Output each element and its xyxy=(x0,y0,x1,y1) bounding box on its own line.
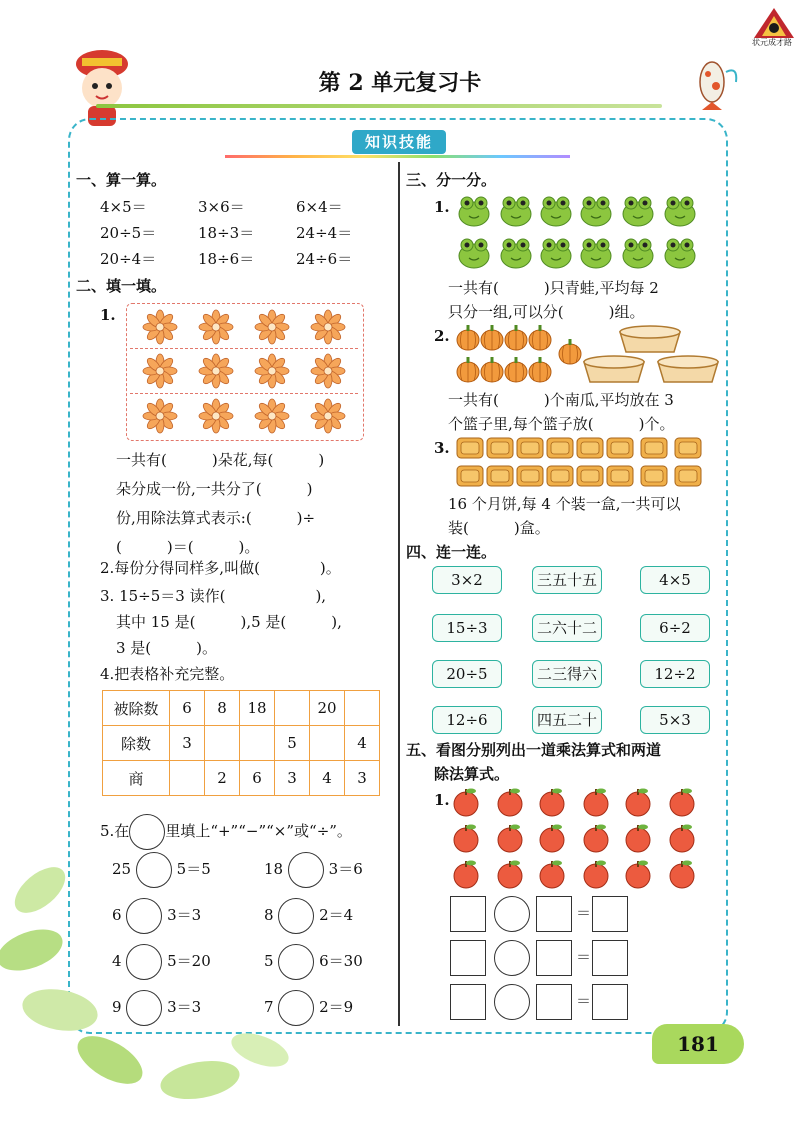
operator-circle[interactable] xyxy=(288,852,324,888)
pumpkin-icon xyxy=(457,357,479,382)
table-header-cell: 商 xyxy=(103,761,170,796)
mooncake-icon xyxy=(487,438,513,458)
apple-icon xyxy=(584,861,608,889)
question-5-prefix: 5.在 xyxy=(100,822,130,840)
table-cell: 18 xyxy=(240,691,275,726)
operator-item xyxy=(112,898,201,934)
operator-item xyxy=(264,898,353,934)
question-2: 2.每份分得同样多,叫做( )。 xyxy=(100,559,341,577)
flower-icon xyxy=(199,399,233,433)
flower-grid xyxy=(126,303,364,441)
pumpkin-basket-picture xyxy=(454,322,724,388)
match-tag[interactable]: 20÷5 xyxy=(432,660,502,688)
frog-icon xyxy=(581,197,611,226)
flower-icon xyxy=(143,399,177,433)
apple-icon xyxy=(454,789,478,817)
frog-icon xyxy=(459,239,489,268)
table-cell xyxy=(345,691,380,726)
fill-line: 装( )盒。 xyxy=(448,519,550,537)
table-cell: 4 xyxy=(310,761,345,796)
pumpkin-icon xyxy=(505,325,527,350)
fill-line: 只分一组,可以分( )组。 xyxy=(448,303,645,321)
table-cell xyxy=(170,761,205,796)
match-tag[interactable]: 12÷2 xyxy=(640,660,710,688)
answer-box[interactable] xyxy=(450,896,486,932)
mooncake-icon xyxy=(607,438,633,458)
table-cell: 6 xyxy=(240,761,275,796)
match-tag[interactable]: 15÷3 xyxy=(432,614,502,642)
answer-box[interactable] xyxy=(592,896,628,932)
operator-item xyxy=(264,852,363,888)
apple-icon xyxy=(498,789,522,817)
operand: 3＝3 xyxy=(167,906,202,924)
operand: 2＝4 xyxy=(319,906,354,924)
mooncake-icon xyxy=(457,438,483,458)
mooncake-icon xyxy=(547,438,573,458)
table-cell: 8 xyxy=(205,691,240,726)
section-5-heading: 五、看图分别列出一道乘法算式和两道 xyxy=(406,741,662,759)
operator-item xyxy=(264,990,353,1026)
pumpkin-icon xyxy=(457,325,479,350)
basket-icon xyxy=(658,356,718,382)
logo-triangle-icon xyxy=(752,6,796,40)
match-tag[interactable]: 四五二十 xyxy=(532,706,602,734)
operand: 6 xyxy=(112,906,122,924)
question-number: 1. xyxy=(100,306,116,324)
apple-grid xyxy=(448,784,708,894)
flower-icon xyxy=(199,310,233,344)
flower-icon xyxy=(311,399,345,433)
operand: 5＝5 xyxy=(176,860,211,878)
frog-icon xyxy=(623,197,653,226)
fill-line: 份,用除法算式表示:( )÷ xyxy=(116,509,316,527)
pumpkin-icon xyxy=(559,339,581,364)
apple-icon xyxy=(498,861,522,889)
answer-box[interactable] xyxy=(536,940,572,976)
question-5 xyxy=(100,814,352,850)
fill-line: 16 个月饼,每 4 个装一盒,一共可以 xyxy=(448,495,681,513)
operator-item xyxy=(264,944,363,980)
fill-line: 朵分成一份,一共分了( ) xyxy=(116,480,313,498)
section-badge: 知识技能 xyxy=(352,130,446,154)
question-number: 1. xyxy=(434,198,450,216)
question-3-line: 3. 15÷5＝3 读作( ), xyxy=(100,587,327,605)
table-cell xyxy=(240,726,275,761)
frog-icon xyxy=(541,197,571,226)
table-cell xyxy=(275,691,310,726)
operator-circle xyxy=(129,814,165,850)
answer-box[interactable] xyxy=(450,940,486,976)
section-5-heading-cont: 除法算式。 xyxy=(434,765,510,783)
flower-icon xyxy=(143,354,177,388)
flower-icon xyxy=(255,310,289,344)
operand: 18 xyxy=(264,860,284,878)
apple-icon xyxy=(454,861,478,889)
match-tag[interactable]: 三五十五 xyxy=(532,566,602,594)
match-tag[interactable]: 4×5 xyxy=(640,566,710,594)
fill-line: 个篮子里,每个篮子放( )个。 xyxy=(448,415,675,433)
fill-line: 一共有( )只青蛙,平均每 2 xyxy=(448,279,659,297)
pumpkin-icon xyxy=(505,357,527,382)
fill-line: 一共有( )个南瓜,平均放在 3 xyxy=(448,391,674,409)
flower-icon xyxy=(311,354,345,388)
calc-item: 6×4＝ xyxy=(296,198,343,216)
table-cell xyxy=(310,726,345,761)
title-underline xyxy=(96,104,662,108)
table-row xyxy=(103,726,380,761)
question-number: 1. xyxy=(434,791,450,809)
publisher-logo xyxy=(752,6,796,48)
logo-text: 状元成才路 xyxy=(752,38,792,47)
frog-grid xyxy=(456,190,706,276)
page-title: 第 2 单元复习卡 xyxy=(318,70,482,96)
rainbow-divider xyxy=(225,155,570,158)
frog-icon xyxy=(501,197,531,226)
question-4: 4.把表格补充完整。 xyxy=(100,665,235,683)
flower-icon xyxy=(255,399,289,433)
mooncake-icon xyxy=(577,466,603,486)
frog-icon xyxy=(501,239,531,268)
table-cell: 20 xyxy=(310,691,345,726)
calc-item: 20÷5＝ xyxy=(100,224,157,242)
operator-circle[interactable] xyxy=(494,896,530,932)
frog-icon xyxy=(459,197,489,226)
operator-circle[interactable] xyxy=(126,944,162,980)
match-tag[interactable]: 二六十二 xyxy=(532,614,602,642)
operand: 2＝9 xyxy=(319,998,354,1016)
question-number: 3. xyxy=(434,439,450,457)
table-cell: 4 xyxy=(345,726,380,761)
match-tag[interactable]: 5×3 xyxy=(640,706,710,734)
operand: 8 xyxy=(264,906,274,924)
match-tag[interactable]: 二三得六 xyxy=(532,660,602,688)
pumpkin-icon xyxy=(481,325,503,350)
basket-icon xyxy=(620,326,680,352)
operand: 6＝30 xyxy=(319,952,363,970)
answer-box[interactable] xyxy=(450,984,486,1020)
apple-icon xyxy=(540,861,564,889)
apple-icon xyxy=(584,789,608,817)
apple-icon xyxy=(498,825,522,853)
operator-circle[interactable] xyxy=(278,944,314,980)
operand: 5＝20 xyxy=(167,952,211,970)
apple-icon xyxy=(670,861,694,889)
operator-item xyxy=(112,944,211,980)
apple-icon xyxy=(584,825,608,853)
apple-icon xyxy=(626,861,650,889)
flower-icon xyxy=(199,354,233,388)
calc-item: 18÷6＝ xyxy=(198,250,255,268)
flower-icon xyxy=(143,310,177,344)
apple-icon xyxy=(670,825,694,853)
apple-icon xyxy=(454,825,478,853)
calc-item: 3×6＝ xyxy=(198,198,245,216)
match-tag[interactable]: 3×2 xyxy=(432,566,502,594)
frog-icon xyxy=(623,239,653,268)
operator-circle[interactable] xyxy=(126,990,162,1026)
table-cell: 3 xyxy=(170,726,205,761)
section-3-heading: 三、分一分。 xyxy=(406,171,497,189)
mooncake-icon xyxy=(487,466,513,486)
division-table xyxy=(102,690,380,796)
basket-icon xyxy=(584,356,644,382)
operand: 4 xyxy=(112,952,122,970)
operand: 3＝6 xyxy=(328,860,363,878)
table-cell: 6 xyxy=(170,691,205,726)
answer-box[interactable] xyxy=(536,896,572,932)
mooncake-grid xyxy=(454,434,714,490)
table-header-cell: 被除数 xyxy=(103,691,170,726)
table-cell: 3 xyxy=(275,761,310,796)
equals-sign: ＝ xyxy=(576,904,592,922)
table-row xyxy=(103,691,380,726)
apple-icon xyxy=(670,789,694,817)
mooncake-icon xyxy=(517,466,543,486)
operator-item xyxy=(112,852,211,888)
page-number: 181 xyxy=(652,1024,744,1064)
operand: 9 xyxy=(112,998,122,1016)
calc-item: 24÷4＝ xyxy=(296,224,353,242)
operator-circle[interactable] xyxy=(136,852,172,888)
operator-item xyxy=(112,990,201,1026)
table-cell: 3 xyxy=(345,761,380,796)
answer-box[interactable] xyxy=(536,984,572,1020)
section-2-heading: 二、填一填。 xyxy=(76,277,167,295)
section-1-heading: 一、算一算。 xyxy=(76,171,167,189)
question-number: 2. xyxy=(434,327,450,345)
operator-circle[interactable] xyxy=(278,990,314,1026)
apple-icon xyxy=(540,789,564,817)
match-tag[interactable]: 6÷2 xyxy=(640,614,710,642)
apple-icon xyxy=(540,825,564,853)
pumpkin-icon xyxy=(529,325,551,350)
table-header-cell: 除数 xyxy=(103,726,170,761)
equals-sign: ＝ xyxy=(576,948,592,966)
calc-item: 20÷4＝ xyxy=(100,250,157,268)
frog-icon xyxy=(665,197,695,226)
apple-icon xyxy=(626,825,650,853)
answer-box[interactable] xyxy=(592,984,628,1020)
mooncake-icon xyxy=(457,466,483,486)
operator-circle[interactable] xyxy=(494,984,530,1020)
frog-icon xyxy=(541,239,571,268)
operator-circle[interactable] xyxy=(126,898,162,934)
frog-icon xyxy=(581,239,611,268)
mooncake-icon xyxy=(641,466,667,486)
mooncake-icon xyxy=(577,438,603,458)
table-cell: 5 xyxy=(275,726,310,761)
answer-box[interactable] xyxy=(592,940,628,976)
mooncake-icon xyxy=(641,438,667,458)
calc-item: 4×5＝ xyxy=(100,198,147,216)
section-4-heading: 四、连一连。 xyxy=(406,543,497,561)
equals-sign: ＝ xyxy=(576,992,592,1010)
fill-line: ( )＝( )。 xyxy=(116,538,260,556)
question-5-suffix: 里填上“+”“−”“×”或“÷”。 xyxy=(165,822,352,840)
mooncake-icon xyxy=(675,466,701,486)
pumpkin-icon xyxy=(529,357,551,382)
pumpkin-icon xyxy=(481,357,503,382)
match-tag[interactable]: 12÷6 xyxy=(432,706,502,734)
fill-line: 一共有( )朵花,每( ) xyxy=(116,451,325,469)
apple-icon xyxy=(626,789,650,817)
operand: 7 xyxy=(264,998,274,1016)
table-row xyxy=(103,761,380,796)
question-3-line: 3 是( )。 xyxy=(116,639,218,657)
operand: 5 xyxy=(264,952,274,970)
table-cell: 2 xyxy=(205,761,240,796)
flower-icon xyxy=(255,354,289,388)
frog-icon xyxy=(665,239,695,268)
question-3-line: 其中 15 是( ),5 是( ), xyxy=(116,613,342,631)
mooncake-icon xyxy=(517,438,543,458)
operator-circle[interactable] xyxy=(278,898,314,934)
table-cell xyxy=(205,726,240,761)
calc-item: 18÷3＝ xyxy=(198,224,255,242)
operand: 25 xyxy=(112,860,132,878)
flower-icon xyxy=(311,310,345,344)
mooncake-icon xyxy=(547,466,573,486)
calc-item: 24÷6＝ xyxy=(296,250,353,268)
operator-circle[interactable] xyxy=(494,940,530,976)
mooncake-icon xyxy=(607,466,633,486)
column-divider xyxy=(398,162,400,1026)
mooncake-icon xyxy=(675,438,701,458)
operand: 3＝3 xyxy=(167,998,202,1016)
